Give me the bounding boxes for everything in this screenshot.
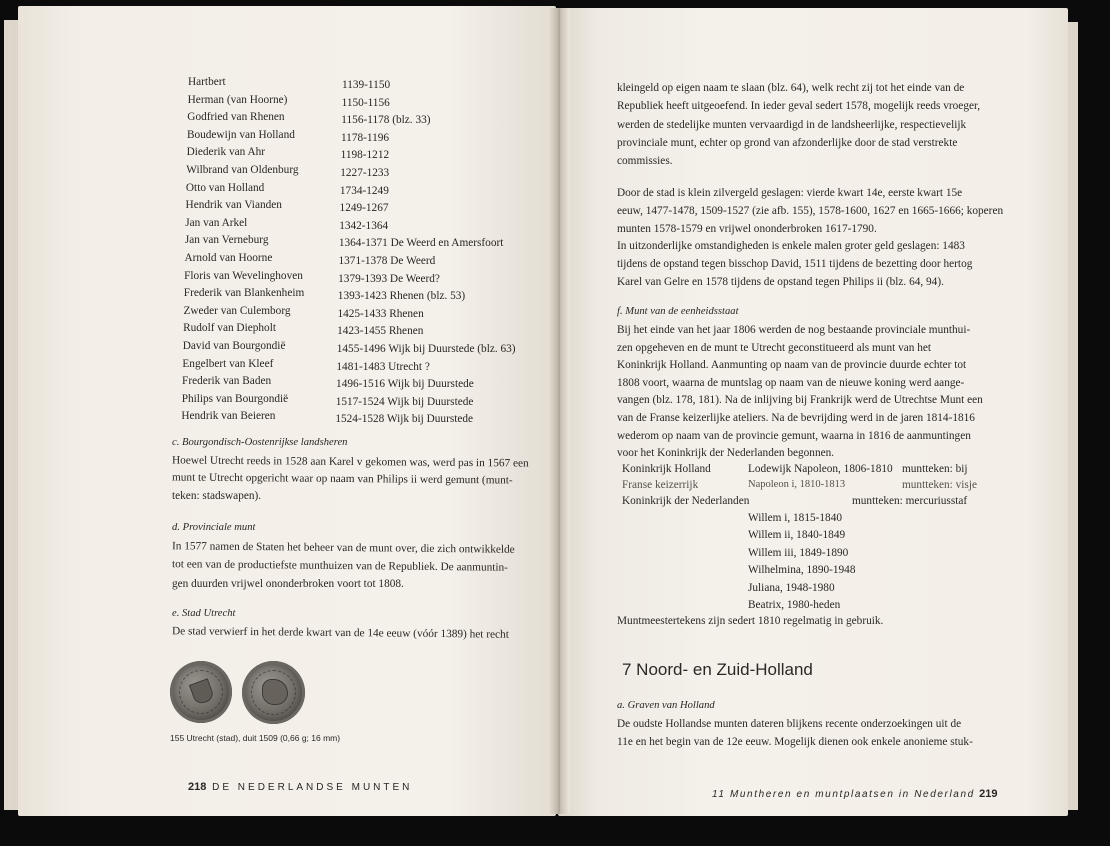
section-7-title: 7 Noord- en Zuid-Holland (622, 660, 813, 679)
ruler-period: 1227-1233 (340, 167, 390, 179)
right-running-title: 11 Muntheren en muntplaatsen in Nederland (712, 789, 975, 800)
text-line: Willem i, 1815-1840 (748, 512, 842, 524)
ruler-period: 1393-1423 Rhenen (blz. 53) (337, 290, 466, 303)
ruler-period: 1364-1371 De Weerd en Amersfoort (338, 237, 504, 250)
ruler-period: 1150-1156 (341, 96, 390, 109)
text-line: werden de stedelijke munten vervaardigd in de landsheerlijke, respectievelijk (617, 118, 967, 131)
table-mark-1: muntteken: bij (902, 463, 968, 475)
ruler-name: Zweder van Culemborg (183, 304, 291, 317)
text-line: Karel van Gelre en 1578 tijdens de opstand tegen Philips ii (blz. 64, 94). (617, 276, 944, 288)
ruler-period: 1156-1178 (blz. 33) (341, 114, 431, 127)
ruler-period: 1249-1267 (339, 202, 389, 215)
ruler-period: 1455-1496 Wijk bij Duurstede (blz. 63) (336, 343, 516, 355)
text-line: Republiek heeft uitgeoefend. In ieder geval sedert 1578, mogelijk reeds vroeger, (617, 100, 981, 113)
ruler-name: Boudewijn van Holland (186, 128, 295, 141)
ruler-name: Engelbert van Kleef (182, 357, 274, 370)
ruler-period: 1371-1378 De Weerd (338, 255, 436, 267)
text-line: commissies. (617, 155, 673, 168)
ruler-name: David van Bourgondië (182, 340, 286, 352)
text-line: Juliana, 1948-1980 (748, 581, 835, 594)
ruler-name: Godfried van Rhenen (187, 111, 285, 124)
text-line: Willem ii, 1840-1849 (748, 529, 846, 542)
section-c-line: munt te Utrecht opgericht waar op naam van Philips ii werd gemunt (munt- (171, 471, 513, 487)
text-line: tijdens de opstand tegen bisschop David, 1511 tijdens de bezetting door hertog (617, 258, 973, 271)
ruler-name: Hendrik van Beieren (181, 410, 276, 423)
ruler-name: Arnold van Hoorne (184, 252, 273, 264)
ruler-name: Otto van Holland (185, 181, 265, 194)
ruler-period: 1734-1249 (339, 184, 389, 197)
text-line: Beatrix, 1980-heden (748, 599, 841, 611)
right-footer (712, 788, 998, 800)
text-line: Koninkrijk Holland. Aanmunting op naam van de provincie duurde echter tot (617, 359, 967, 372)
text-line: Willem iii, 1849-1890 (748, 546, 849, 559)
ruler-period: 1517-1524 Wijk bij Duurstede (335, 395, 474, 408)
text-line: zen opgeheven en de munt te Utrecht geconstitueerd als munt van het (617, 341, 932, 354)
ruler-period: 1379-1393 De Weerd? (338, 272, 440, 285)
section-c-line: Hoewel Utrecht reeds in 1528 aan Karel v gekomen was, werd pas in 1567 een (171, 454, 529, 470)
ruler-name: Hartbert (188, 76, 226, 88)
ruler-name: Rudolf van Diepholt (183, 322, 276, 335)
left-running-title: DE NEDERLANDSE MUNTEN (212, 782, 413, 793)
figure-caption: 155 Utrecht (stad), duit 1509 (0,66 g; 16 mm) (170, 733, 341, 743)
text-line: kleingeld op eigen naam te slaan (blz. 64), welk recht zij tot het einde van de (617, 82, 965, 94)
table-state-1: Koninkrijk Holland (622, 463, 711, 475)
text-line: vangen (blz. 178, 181). Na de inlijving bij Frankrijk werd de Utrechtse Munt een (617, 394, 983, 407)
ruler-name: Hendrik van Vianden (185, 199, 282, 212)
section-e-line: De stad verwierf in het derde kwart van de 14e eeuw (vóór 1389) het recht (171, 625, 509, 641)
coin-figure-icon (262, 679, 288, 705)
ruler-period: 1423-1455 Rhenen (337, 325, 424, 338)
table-ruler-1: Lodewijk Napoleon, 1806-1810 (748, 463, 893, 475)
ruler-name: Frederik van Baden (182, 375, 272, 388)
ruler-name: Frederik van Blankenheim (183, 287, 305, 300)
text-line: munten 1578-1579 en vrijwel ononderbroken 1617-1790. (617, 222, 877, 235)
section-a-line: 11e en het begin van de 12e eeuw. Mogelijk dienen ook enkele anonieme stuk- (617, 736, 973, 748)
text-line: wederom op naam van de provincie gemunt, waarna in 1816 de aanmuntingen (617, 429, 971, 442)
ruler-period: 1425-1433 Rhenen (337, 307, 424, 320)
ruler-period: 1139-1150 (342, 79, 391, 91)
ruler-period: 1178-1196 (340, 131, 390, 144)
ruler-period: 1342-1364 (339, 219, 389, 232)
ruler-name: Diederik van Ahr (186, 146, 266, 159)
section-d-line: In 1577 namen de Staten het beheer van de munt over, die zich ontwikkelde (171, 540, 515, 556)
table-state-2: Franse keizerrijk (622, 479, 699, 491)
ruler-name: Herman (van Hoorne) (187, 93, 288, 106)
ruler-period: 1481-1483 Utrecht ? (336, 360, 430, 373)
ruler-name: Jan van Verneburg (184, 234, 269, 247)
section-f-heading: f. Munt van de eenheidsstaat (617, 306, 739, 317)
text-line: 1808 voort, waarna de muntslag op naam van de nieuwe koning werd aange- (617, 376, 965, 389)
text-line: voor het Koninkrijk der Nederlanden begonnen. (617, 447, 835, 460)
ruler-name: Philips van Bourgondië (181, 392, 289, 405)
table-mark-3: muntteken: mercuriusstaf (852, 495, 968, 507)
section-a-line: De oudste Hollandse munten dateren blijkens recente onderzoekingen uit de (617, 718, 962, 730)
section-c-line: teken: stadswapen). (172, 490, 262, 502)
section-d-heading: d. Provinciale munt (172, 522, 256, 533)
coin-obverse-image (170, 661, 232, 723)
book-gutter (548, 8, 570, 814)
ruler-period: 1198-1212 (340, 149, 390, 162)
ruler-name: Jan van Arkel (185, 216, 248, 229)
left-footer (188, 781, 412, 793)
right-page-number: 219 (979, 788, 998, 800)
closing-line: Muntmeestertekens zijn sedert 1810 regelmatig in gebruik. (617, 615, 884, 627)
text-line: Wilhelmina, 1890-1948 (748, 564, 856, 577)
ruler-period: 1496-1516 Wijk bij Duurstede (336, 378, 474, 391)
section-a-heading: a. Graven van Holland (617, 700, 715, 711)
text-line: In uitzonderlijke omstandigheden is enkele malen groter geld geslagen: 1483 (617, 240, 965, 253)
section-d-line: tot een van de productiefste munthuizen van de Republiek. De aanmuntin- (171, 558, 509, 574)
text-line: provinciale munt, echter op grond van afzonderlijke door de stad verstrekte (617, 136, 958, 149)
section-d-line: gen duurden vrijwel ononderbroken voort tot 1808. (172, 578, 404, 590)
text-line: eeuw, 1477-1478, 1509-1527 (zie afb. 155), 1578-1600, 1627 en 1665-1666; koperen (617, 204, 1004, 217)
ruler-name: Wilbrand van Oldenburg (186, 164, 299, 176)
left-page-number: 218 (188, 781, 207, 793)
text-line: Door de stad is klein zilvergeld geslagen: vierde kwart 14e, eerste kwart 15e (617, 187, 963, 199)
table-ruler-2: Napoleon i, 1810-1813 (748, 479, 846, 490)
coin-reverse-image (242, 661, 305, 724)
ruler-period: 1524-1528 Wijk bij Duurstede (335, 413, 474, 426)
ruler-name: Floris van Wevelinghoven (184, 269, 303, 282)
table-state-3: Koninkrijk der Nederlanden (622, 495, 750, 507)
section-c-heading: c. Bourgondisch-Oostenrijkse landsheren (172, 437, 348, 448)
text-line: Bij het einde van het jaar 1806 werden de nog bestaande provinciale munthui- (617, 324, 971, 336)
section-e-heading: e. Stad Utrecht (172, 608, 236, 619)
text-line: van de Franse keizerlijke ateliers. Na de bevrijding werd in de jaren 1814-1816 (617, 412, 975, 424)
table-mark-2: muntteken: visje (902, 479, 977, 491)
